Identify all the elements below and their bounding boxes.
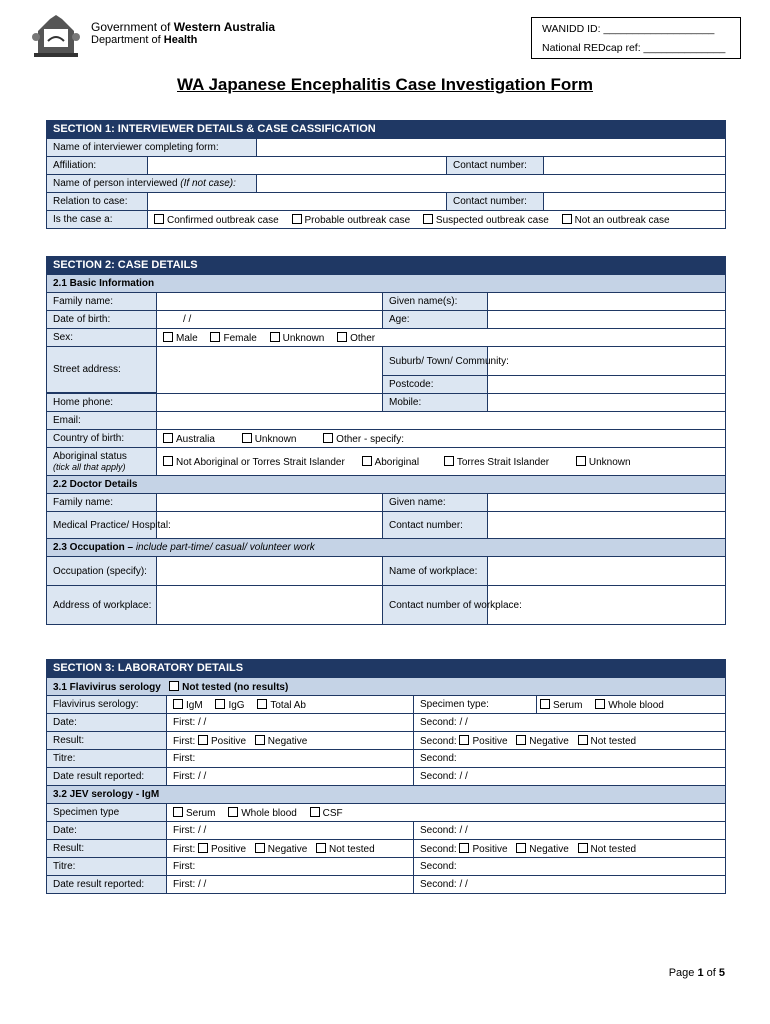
is-case-label: Is the case a: [47,211,148,229]
date-label: Date: [47,714,167,732]
suburb-label: Suburb/ Town/ Community: [383,347,488,376]
jev-second-titre[interactable]: Second: [414,858,726,876]
street-address-label: Street address: [47,347,157,393]
checkbox-tsi[interactable]: Torres Strait Islander [444,457,549,468]
jev-second-result: Second: Positive Negative Not tested [414,840,726,858]
interviewed-label: Name of person interviewed (If not case): [47,175,257,193]
doctor-family-field[interactable] [157,494,383,512]
checkbox-not-outbreak[interactable]: Not an outbreak case [562,215,670,226]
workplace-contact-label: Contact number of workplace: [383,586,488,625]
section-3-table [46,659,726,894]
redcap-ref-field[interactable]: National REDcap ref: ______________ [542,42,726,54]
checkbox-country-unknown[interactable]: Unknown [242,434,297,445]
dob-label: Date of birth: [47,311,157,329]
sex-label: Sex: [47,329,157,347]
department-name: Department of Health [91,34,198,46]
section-3-heading: SECTION 3: LABORATORY DETAILS [47,660,726,678]
section-2-heading: SECTION 2: CASE DETAILS [47,257,726,275]
dob-field[interactable]: / / [157,311,383,329]
checkbox-second-not-tested[interactable]: Not tested [578,736,637,747]
checkbox-jev-serum[interactable]: Serum [173,808,215,819]
jev-second-date-reported[interactable]: Second: / / [414,876,726,894]
age-label: Age: [383,311,488,329]
interviewer-label: Name of interviewer completing form: [47,139,257,157]
jev-specimen-label: Specimen type [47,804,167,822]
doctor-given-label: Given name: [383,494,488,512]
interviewed-field[interactable] [257,175,726,193]
given-names-label: Given name(s): [383,293,488,311]
jev-result-label: Result: [47,840,167,858]
age-field[interactable] [488,311,726,329]
case-classification-options [148,211,726,229]
page-number: Page 1 of 5 [668,967,725,979]
contact-field[interactable] [544,157,726,175]
flavivirus-options [167,696,414,714]
workplace-address-field[interactable] [157,586,383,625]
specimen-type-label: Specimen type: [414,696,537,714]
family-name-label: Family name: [47,293,157,311]
family-name-field[interactable] [157,293,383,311]
checkbox-probable[interactable]: Probable outbreak case [292,215,411,226]
workplace-contact-field[interactable] [488,586,726,625]
jev-first-date-reported[interactable]: First: / / [167,876,414,894]
first-result: First: Positive Negative [167,732,414,750]
jev-date-label: Date: [47,822,167,840]
workplace-field[interactable] [488,557,726,586]
suburb-field[interactable] [488,347,726,376]
checkbox-first-positive[interactable]: Positive [198,736,246,747]
first-titre-field[interactable]: First: [167,750,414,768]
checkbox-second-positive[interactable]: Positive [459,736,507,747]
id-reference-box [531,17,741,59]
checkbox-jev-first-negative[interactable]: Negative [255,844,307,855]
wanidd-id-field[interactable]: WANIDD ID: ___________________ [542,23,715,35]
postcode-label: Postcode: [383,376,488,394]
email-field[interactable] [157,412,726,430]
section-1-heading: SECTION 1: INTERVIEWER DETAILS & CASE CASSIFICATION [47,121,726,139]
second-date-reported[interactable]: Second: / / [414,768,726,786]
doctor-details-subheading: 2.2 Doctor Details [47,476,726,494]
result-label: Result: [47,732,167,750]
contact-label: Contact number: [447,157,544,175]
country-options [157,430,726,448]
checkbox-serum[interactable]: Serum [540,700,582,711]
email-label: Email: [47,412,157,430]
occupation-label: Occupation (specify): [47,557,157,586]
checkbox-jev-csf[interactable]: CSF [310,808,343,819]
first-date-reported[interactable]: First: / / [167,768,414,786]
sex-options [157,329,726,347]
checkbox-second-negative[interactable]: Negative [516,736,568,747]
checkbox-aboriginal[interactable]: Aboriginal [362,457,419,468]
country-label: Country of birth: [47,430,157,448]
checkbox-igm[interactable]: IgM [173,700,203,711]
date-reported-label: Date result reported: [47,768,167,786]
home-phone-label: Home phone: [47,394,157,412]
interviewer-field[interactable] [257,139,726,157]
occupation-field[interactable] [157,557,383,586]
checkbox-jev-second-positive[interactable]: Positive [459,844,507,855]
section-1-table [46,120,726,229]
relation-field[interactable] [148,193,447,211]
checkbox-whole-blood[interactable]: Whole blood [595,700,664,711]
practice-label: Medical Practice/ Hospital: [47,512,157,539]
checkbox-not-tested-flavi[interactable]: Not tested (no results) [169,682,288,693]
workplace-address-label: Address of workplace: [47,586,157,625]
checkbox-country-other[interactable]: Other - specify: [323,434,404,445]
jev-specimen-options [167,804,726,822]
checkbox-first-negative[interactable]: Negative [255,736,307,747]
workplace-label: Name of workplace: [383,557,488,586]
aboriginal-status-label: Aboriginal status (tick all that apply) [47,448,157,476]
second-date-field[interactable]: Second: / / [414,714,726,732]
wa-government-crest-logo [30,13,82,59]
doctor-contact-field[interactable] [488,512,726,539]
jev-serology-subheading: 3.2 JEV serology - IgM [47,786,726,804]
specimen-type-options [537,696,726,714]
doctor-given-field[interactable] [488,494,726,512]
checkbox-suspected[interactable]: Suspected outbreak case [423,215,549,226]
jev-second-date[interactable]: Second: / / [414,822,726,840]
affiliation-label: Affiliation: [47,157,148,175]
form-title: WA Japanese Encephalitis Case Investigation Form [177,75,593,94]
first-date-field[interactable]: First: / / [167,714,414,732]
checkbox-jev-second-not-tested[interactable]: Not tested [578,844,637,855]
occupation-subheading: 2.3 Occupation – include part-time/ casual/ volunteer work [47,539,726,557]
checkbox-total-ab[interactable]: Total Ab [257,700,306,711]
doctor-family-label: Family name: [47,494,157,512]
basic-info-subheading: 2.1 Basic Information [47,275,726,293]
checkbox-jev-first-not-tested[interactable]: Not tested [316,844,375,855]
checkbox-female[interactable]: Female [210,333,256,344]
contact-field-2[interactable] [544,193,726,211]
checkbox-jev-first-positive[interactable]: Positive [198,844,246,855]
jev-first-date[interactable]: First: / / [167,822,414,840]
checkbox-male[interactable]: Male [163,333,198,344]
jev-first-result: First: Positive Negative Not tested [167,840,414,858]
second-titre-field[interactable]: Second: [414,750,726,768]
government-name: Government of Western Australia [91,20,276,34]
postcode-field[interactable] [488,376,726,394]
mobile-label: Mobile: [383,394,488,412]
doctor-contact-label: Contact number: [383,512,488,539]
checkbox-igg[interactable]: IgG [215,700,244,711]
jev-date-reported-label: Date result reported: [47,876,167,894]
checkbox-australia[interactable]: Australia [163,434,215,445]
second-result: Second: Positive Negative Not tested [414,732,726,750]
affiliation-field[interactable] [148,157,447,175]
home-phone-field[interactable] [157,394,383,412]
checkbox-jev-whole-blood[interactable]: Whole blood [228,808,297,819]
mobile-field[interactable] [488,394,726,412]
given-names-field[interactable] [488,293,726,311]
titre-label: Titre: [47,750,167,768]
relation-label: Relation to case: [47,193,148,211]
practice-field[interactable] [157,512,383,539]
jev-first-titre[interactable]: First: [167,858,414,876]
checkbox-confirmed[interactable]: Confirmed outbreak case [154,215,279,226]
checkbox-jev-second-negative[interactable]: Negative [516,844,568,855]
flavivirus-subheading: 3.1 Flavivirus serology Not tested (no results) [47,678,726,696]
checkbox-unknown[interactable]: Unknown [270,333,325,344]
section-2-table [46,256,726,625]
street-address-field[interactable] [157,347,383,394]
checkbox-other[interactable]: Other [337,333,375,344]
flavivirus-label: Flavivirus serology: [47,696,167,714]
contact-label-2: Contact number: [447,193,544,211]
checkbox-not-aboriginal[interactable]: Not Aboriginal or Torres Strait Islander [163,457,345,468]
aboriginal-status-options [157,448,726,476]
jev-titre-label: Titre: [47,858,167,876]
checkbox-aboriginal-unknown[interactable]: Unknown [576,457,631,468]
